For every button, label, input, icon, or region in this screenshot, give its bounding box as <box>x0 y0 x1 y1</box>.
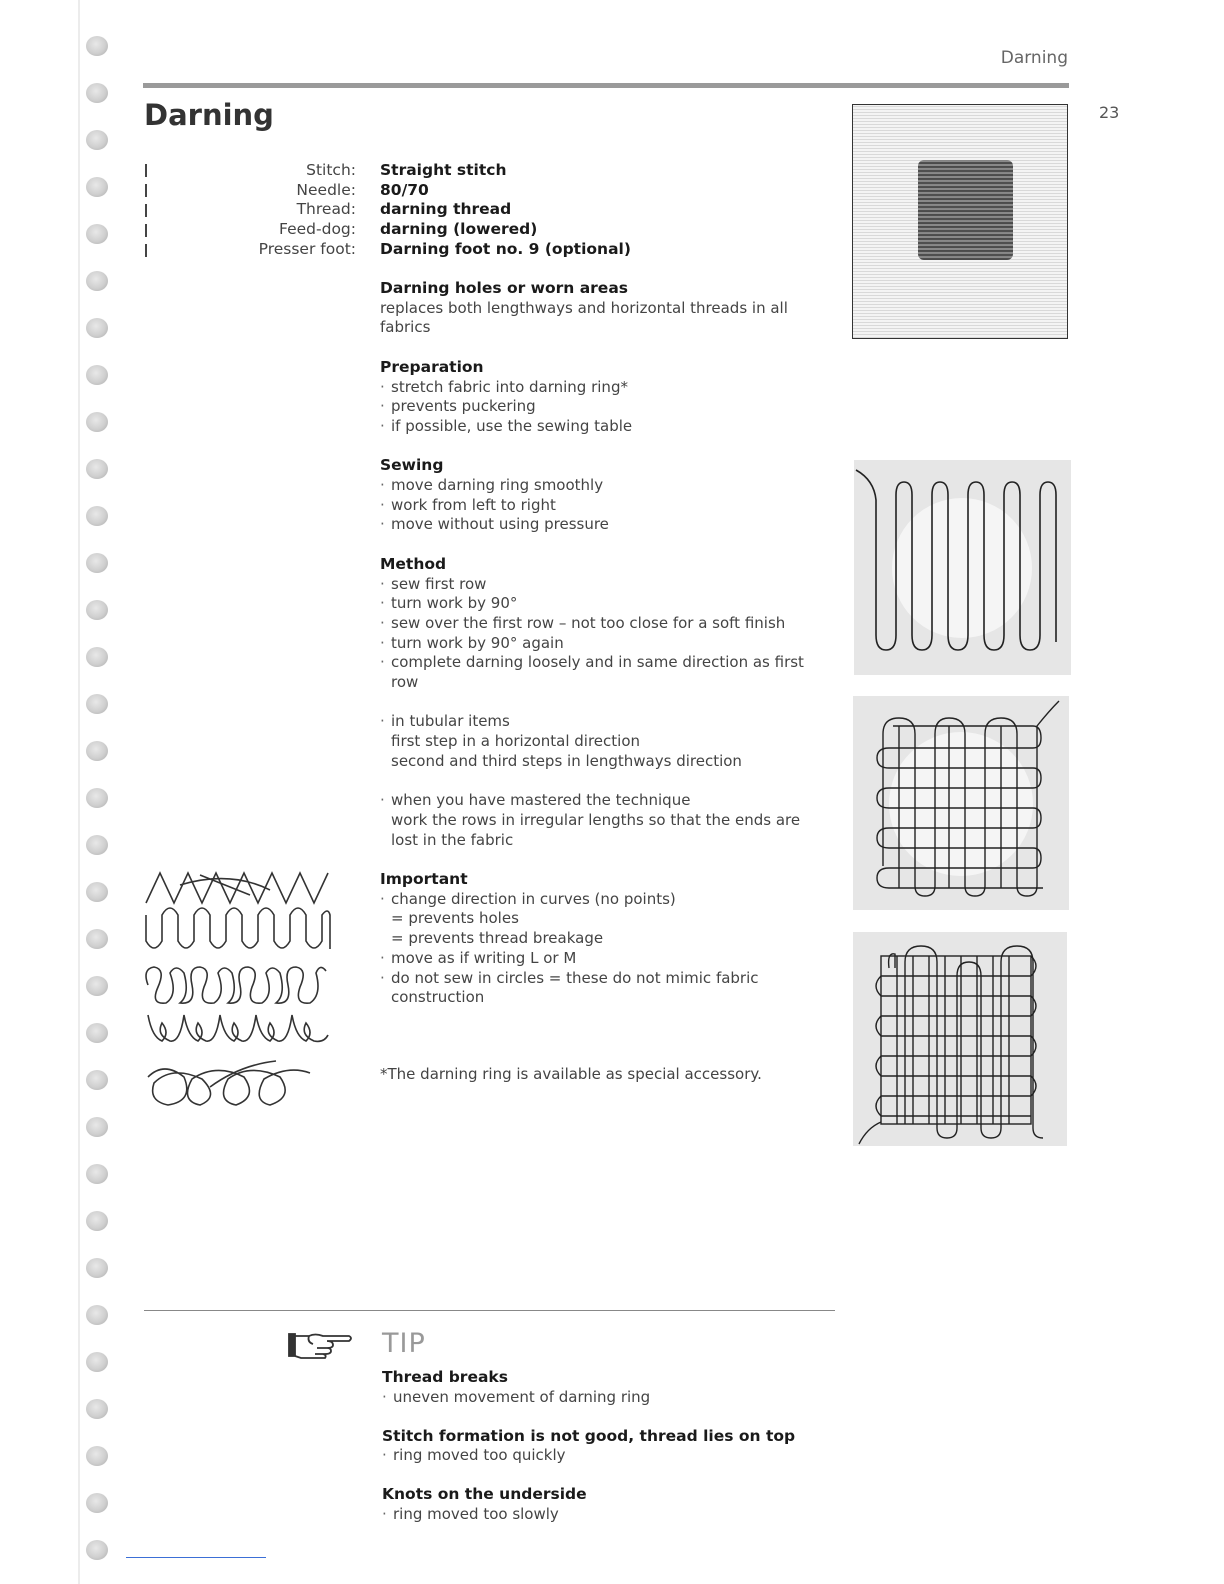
binding-hole <box>86 271 108 291</box>
bullet-item: · turn work by 90° again <box>380 634 830 654</box>
tail-thread <box>859 1122 881 1144</box>
section-sewing <box>380 456 830 535</box>
spec-label-stitch: Stitch: <box>306 161 356 179</box>
text-line: replaces both lengthways and horizontal threads in all <box>380 298 788 317</box>
hand-pointer-icon <box>287 1330 355 1360</box>
spec-value-thread: darning thread <box>380 200 512 219</box>
binding-hole <box>86 1117 108 1137</box>
binding-hole <box>86 83 108 103</box>
section-heading: Important <box>380 870 468 888</box>
section-preparation <box>380 358 830 437</box>
bullet-continuation: row <box>391 673 419 692</box>
bullet-item: · stretch fabric into darning ring* <box>380 378 830 398</box>
section-mastered <box>380 791 830 850</box>
section-tubular <box>380 712 830 771</box>
tip-title: TIP <box>382 1328 426 1359</box>
circle-loops-sketch <box>146 967 326 1003</box>
tip-item <box>382 1427 842 1466</box>
bullet-item: · do not sew in circles = these do not mimic fabric <box>380 969 830 989</box>
third-pass-meander <box>889 946 1043 1138</box>
binding-hole <box>86 1352 108 1372</box>
binding-hole <box>86 600 108 620</box>
change-bar <box>145 164 147 257</box>
spec-value-stitch: Straight stitch <box>380 161 507 179</box>
binding-hole <box>86 506 108 526</box>
binding-hole <box>86 1446 108 1466</box>
bullet-item: · move without using pressure <box>380 515 830 535</box>
page-edge <box>78 0 80 1584</box>
binding-hole <box>86 882 108 902</box>
binding-hole <box>86 130 108 150</box>
binding-hole <box>86 1164 108 1184</box>
tip-text: · ring moved too slowly <box>382 1505 842 1525</box>
binding-hole <box>86 318 108 338</box>
spec-label-presser-foot: Presser foot: <box>258 239 356 258</box>
binding-hole <box>86 647 108 667</box>
bullet-item: · move as if writing L or M <box>380 949 830 969</box>
footnote: *The darning ring is available as special accessory. <box>380 1065 762 1083</box>
bullet-item: · sew first row <box>380 575 830 595</box>
spec-values <box>380 161 631 260</box>
binding-hole <box>86 788 108 808</box>
bullet-continuation: lost in the fabric <box>391 830 514 849</box>
tip-item <box>382 1485 842 1524</box>
bullet-item: · complete darning loosely and in same direction as first <box>380 653 830 673</box>
bullet-continuation: construction <box>391 988 485 1007</box>
circle-cross-sketch <box>148 1061 310 1105</box>
tip-text: · uneven movement of darning ring <box>382 1388 842 1408</box>
darned-fabric-illustration <box>852 104 1068 339</box>
darning-step1-illustration <box>854 460 1071 675</box>
binding-hole <box>86 553 108 573</box>
tip-content <box>382 1368 842 1544</box>
running-header: Darning <box>1000 48 1068 68</box>
bullet-item: · in tubular items <box>380 712 830 732</box>
tip-heading: Thread breaks <box>382 1368 508 1386</box>
section-method <box>380 555 830 693</box>
bullet-continuation: work the rows in irregular lengths so that the ends are <box>391 810 801 829</box>
section-heading: Darning holes or worn areas <box>380 279 629 297</box>
section-important <box>380 870 830 1008</box>
binding-hole <box>86 177 108 197</box>
spec-label-thread: Thread: <box>296 200 356 219</box>
binding-hole <box>86 741 108 761</box>
curved-loops-sketch <box>146 908 330 949</box>
binding-hole <box>86 1399 108 1419</box>
main-content <box>380 279 830 1028</box>
bullet-item: · work from left to right <box>380 496 830 516</box>
tip-heading: Knots on the underside <box>382 1485 587 1503</box>
top-rule <box>143 83 1069 88</box>
spec-value-presser-foot: Darning foot no. 9 (optional) <box>380 239 631 258</box>
spec-labels <box>259 161 356 260</box>
bullet-item: · sew over the first row – not too close for a soft finish <box>380 614 830 634</box>
spec-label-feed-dog: Feed-dog: <box>279 220 356 239</box>
bottom-rule <box>144 1310 835 1311</box>
binding-hole <box>86 1023 108 1043</box>
section-heading: Preparation <box>380 357 484 376</box>
page-number: 23 <box>1099 103 1120 122</box>
binding-hole <box>86 929 108 949</box>
tip-heading: Stitch formation is not good, thread lies on top <box>382 1426 796 1445</box>
spec-value-needle: 80/70 <box>380 180 429 199</box>
darning-step2-illustration <box>853 696 1069 910</box>
binding-hole <box>86 976 108 996</box>
section-holes <box>380 279 830 338</box>
binding-hole <box>86 1070 108 1090</box>
binding-hole <box>86 835 108 855</box>
sub-item: = prevents thread breakage <box>391 929 604 948</box>
sub-item: = prevents holes <box>391 909 519 928</box>
binding-hole <box>86 365 108 385</box>
bullet-item: · turn work by 90° <box>380 594 830 614</box>
binding-hole <box>86 694 108 714</box>
binding-hole <box>86 1493 108 1513</box>
binding-hole <box>86 1540 108 1560</box>
bullet-item: · prevents puckering <box>380 397 830 417</box>
bullet-continuation: second and third steps in lengthways direction <box>391 751 742 770</box>
binding-hole <box>86 224 108 244</box>
binding-hole <box>86 1305 108 1325</box>
zigzag-wrong-sketch <box>146 873 328 903</box>
stitch-pattern-sketches <box>140 865 340 1120</box>
binding-hole <box>86 412 108 432</box>
spiral-binding <box>0 0 80 1584</box>
text-line: fabrics <box>380 318 431 337</box>
grid-vertical-lines <box>897 956 1009 1124</box>
spec-value-feed-dog: darning (lowered) <box>380 220 538 239</box>
binding-hole <box>86 1258 108 1278</box>
loop-row-sketch <box>148 1015 328 1041</box>
tip-text: · ring moved too quickly <box>382 1446 842 1466</box>
section-heading: Sewing <box>380 456 444 475</box>
bullet-item: · when you have mastered the technique <box>380 791 830 811</box>
binding-hole <box>86 459 108 479</box>
binding-hole <box>86 36 108 56</box>
spec-label-needle: Needle: <box>296 180 356 199</box>
bullet-continuation: first step in a horizontal direction <box>391 732 641 751</box>
darned-patch <box>918 160 1013 260</box>
bullet-item: · change direction in curves (no points) <box>380 890 830 910</box>
binding-hole <box>86 1211 108 1231</box>
scan-artifact-line <box>126 1557 266 1558</box>
bullet-item: · move darning ring smoothly <box>380 476 830 496</box>
darning-step3-illustration <box>853 932 1067 1146</box>
page-title: Darning <box>144 98 274 132</box>
section-heading: Method <box>380 554 447 573</box>
tip-item <box>382 1368 842 1407</box>
bullet-item: · if possible, use the sewing table <box>380 417 830 437</box>
